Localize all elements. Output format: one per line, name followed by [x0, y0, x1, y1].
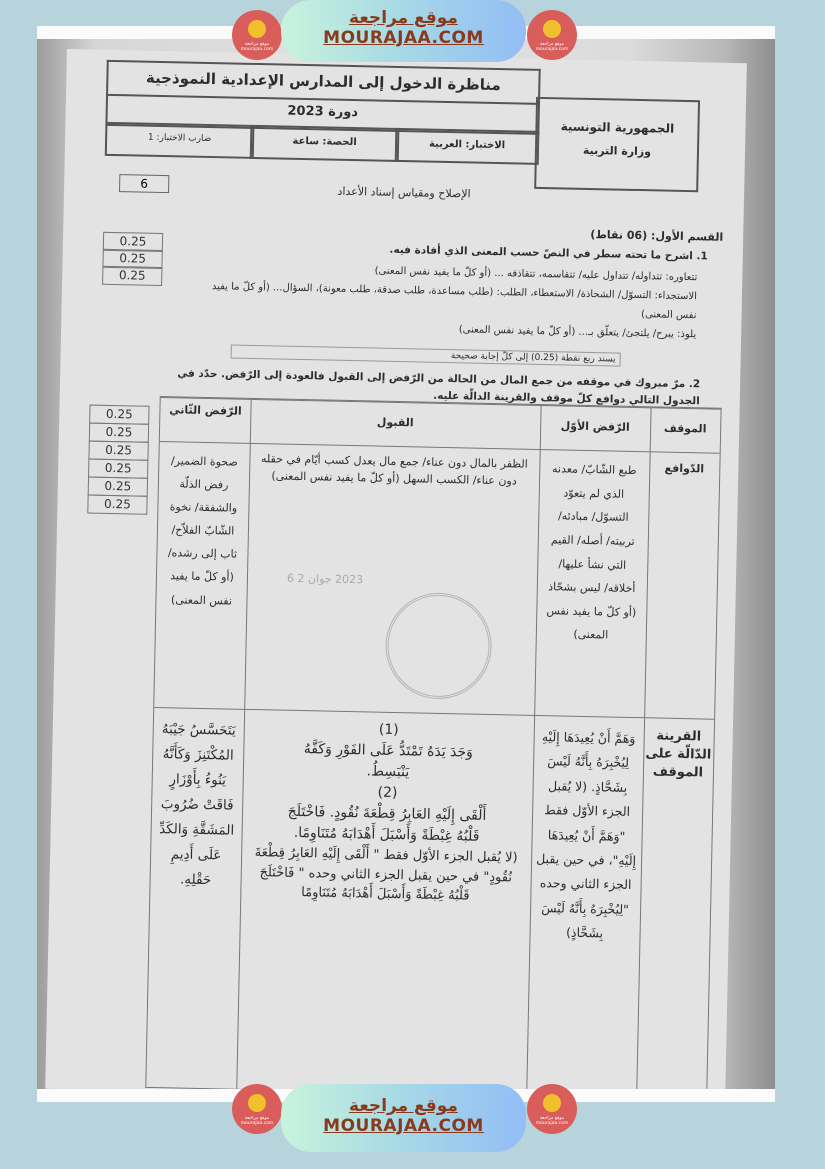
stamp-date: 2023 جوان 2 6: [286, 571, 364, 587]
evidence-refusal2: يَتَحَسَّسُ جَيْبَهُ المُكْتَنِزَ وَكَأَنَّهُ يَنُوءُ بِأَوْزَارٍ فَاقَتْ ضُرُوبَ المَشَقَّةِ وَالكَدِّ عَلَى أَدِيمِ حَقْلِهِ.: [159, 721, 236, 889]
book-icon: [543, 20, 561, 38]
q1-score-3: 0.25: [102, 266, 162, 286]
subject: الاختبار: العربية: [428, 138, 506, 152]
evidence-1-number: (1): [378, 721, 399, 739]
duration: الحصة: ساعة: [292, 135, 357, 149]
book-icon: [248, 20, 266, 38]
motives-table: [145, 396, 721, 1089]
q2-score-5: 0.25: [88, 477, 148, 497]
q1-answer-3: يلوذ: يبرح/ يلتجئ/ يتعلّق بـ... (أو كلّ ما يفيد نفس المعنى): [458, 324, 697, 341]
logo-caption: موقع مراجعة mourajaa.com: [535, 42, 569, 52]
q2-score-2: 0.25: [89, 423, 149, 443]
q1-score-1: 0.25: [103, 232, 163, 252]
q2-score-6: 0.25: [87, 495, 147, 515]
motives-refusal1: طبع الشّابّ/ معدنه الذي لم يتعوّد التسوّل/ مبادئه/ تربيته/ أصله/ القيم التي نشأ عليها/ أخلاقه/ ليس بشحّاذ (أو كلّ ما يفيد نفس المعنى): [546, 462, 637, 642]
evidence-acceptance-note: (لا يُقبل الجزء الأوّل فقط " أَلْقَى إِلَيْهِ العَابِرُ قِطْعَةَ نُقُودٍ" في حين يقبل الجزء الثاني وحده " فَاخْتَلَجَ قَلْبُهُ غِبْطَةً وَأَسْبَلَ أَهْدَابَهُ مُتَنَاوِمًا: [254, 845, 518, 904]
doc-subtitle: الإصلاح ومقياس إسناد الأعداد: [337, 184, 471, 201]
banner-url[interactable]: MOURAJAA.COM: [323, 1116, 484, 1136]
motives-refusal2: صحوة الضمير/ رفض الذلّة والشفقة/ نخوة الشّابّ الفلاّح/ ثاب إلى رشده/ (أو كلّ ما يفيد نفس المعنى): [167, 454, 238, 608]
ministry-name: وزارة التربية: [582, 143, 652, 159]
site-logo-left-bottom: [232, 1084, 282, 1134]
question-2: 2. مرّ مبروك في موقفه من جمع المال من الحالة من الرّفض إلى القبول فالعودة إلى الرّفض. حدّد في الجدول التالي دوافع كلّ موقف والقرينة الدالّة عليه.: [177, 367, 701, 408]
country-name: الجمهورية التونسية: [560, 119, 675, 136]
logo-caption: موقع مراجعة mourajaa.com: [240, 42, 274, 52]
q1-answer-1: تتعاوره: تتداوله/ تتداول عليه/ تتقاسمه، تتقاذفه ... (أو كلّ ما يفيد نفس المعنى): [374, 265, 698, 284]
part1-title: القسم الأول: (06 نقاط): [590, 228, 724, 244]
site-banner-bottom[interactable]: [281, 1084, 526, 1152]
site-logo-right-top: [527, 10, 577, 60]
header-position: الموقف: [663, 421, 707, 436]
site-logo-right-bottom: [527, 1084, 577, 1134]
q2-score-1: 0.25: [89, 405, 149, 425]
header-authority-box: [534, 97, 700, 192]
book-icon: [248, 1094, 266, 1112]
banner-url[interactable]: MOURAJAA.COM: [323, 28, 484, 48]
header-refusal1: الرّفض الأوّل: [560, 419, 630, 434]
banner-arabic[interactable]: موقع مراجعة: [349, 1096, 458, 1116]
q1-grading-note: يسند ربع نقطة (0.25) إلى كلّ إجابة صحيحة: [231, 344, 621, 366]
session: دورة 2023: [287, 103, 359, 121]
site-banner-top[interactable]: [281, 0, 526, 62]
q2-score-3: 0.25: [88, 441, 148, 461]
banner-arabic[interactable]: موقع مراجعة: [349, 8, 458, 28]
row-label-evidence: القرينة الدّالّة على الموقف: [645, 728, 712, 781]
exam-photo: [37, 39, 775, 1089]
evidence-1-text: وَجَدَ يَدَهُ تَمْتَدُّ عَلَى الفَوْرِ وَكَفَّهُ يَنْبَسِطُ.: [303, 741, 474, 781]
q1-score-2: 0.25: [102, 249, 162, 269]
coefficient: ضارب الاختبار: 1: [147, 132, 212, 145]
q1-answers: [191, 258, 697, 345]
row-label-motives: الدّوافع: [664, 461, 705, 476]
book-icon: [543, 1094, 561, 1112]
header-refusal2: الرّفض الثّاني: [169, 403, 242, 418]
duration-box: [250, 125, 400, 162]
coefficient-box: [105, 122, 255, 159]
motives-acceptance: الظفر بالمال دون عناء/ جمع مال يعدل كسب أيّام في حقله دون عناء/ الكسب السهل (أو كلّ ما يفيد نفس المعنى): [260, 452, 528, 488]
evidence-2-number: (2): [377, 784, 398, 802]
site-logo-left-top: [232, 10, 282, 60]
q2-score-4: 0.25: [88, 459, 148, 479]
evidence-2-text: أَلْقَى إِلَيْهِ العَابِرُ قِطْعَةَ نُقُودٍ. فَاخْتَلَجَ قَلْبُهُ غِبْطَةً وَأَسْبَلَ أَهْدَابَهُ مُتَنَاوِمًا.: [287, 803, 487, 845]
evidence-refusal1: وَهَمَّ أَنْ يُعِيدَهَا إِلَيْهِ لِيُخْبِرَهُ بِأَنَّهُ لَيْسَ بِشَحَّاذٍ. (لا يُقبل الجزء الأوّل فقط "وَهَمَّ أَنْ يُعِيدَهَا إِلَيْهِ"، في حين يقبل الجزء الثاني وحده "لِيُخْبِرَهُ بِأَنَّهُ لَيْسَ بِشَحَّاذٍ): [536, 729, 637, 941]
q1-answer-2: الاستجداء: التسوّل/ الشحاذة/ الاستعطاء، الطلب: (طلب مساعدة، طلب صدقة، طلب معونة)، السؤال... (أو كلّ ما يفيد نفس المعنى): [211, 281, 698, 322]
evidence-acceptance: [250, 717, 524, 907]
exam-sheet: [45, 49, 747, 1089]
logo-caption: موقع مراجعة mourajaa.com: [535, 1116, 569, 1126]
header-acceptance: القبول: [376, 415, 414, 430]
logo-caption: موقع مراجعة mourajaa.com: [240, 1116, 274, 1126]
question-1: 1. اشرح ما تحته سطر في النصّ حسب المعنى الذي أفادة فيه.: [389, 243, 708, 263]
subject-box: [395, 128, 540, 165]
exam-title: مناظرة الدخول إلى المدارس الإعدادية النموذجية: [145, 68, 501, 95]
total-score-box: 6: [119, 174, 169, 193]
